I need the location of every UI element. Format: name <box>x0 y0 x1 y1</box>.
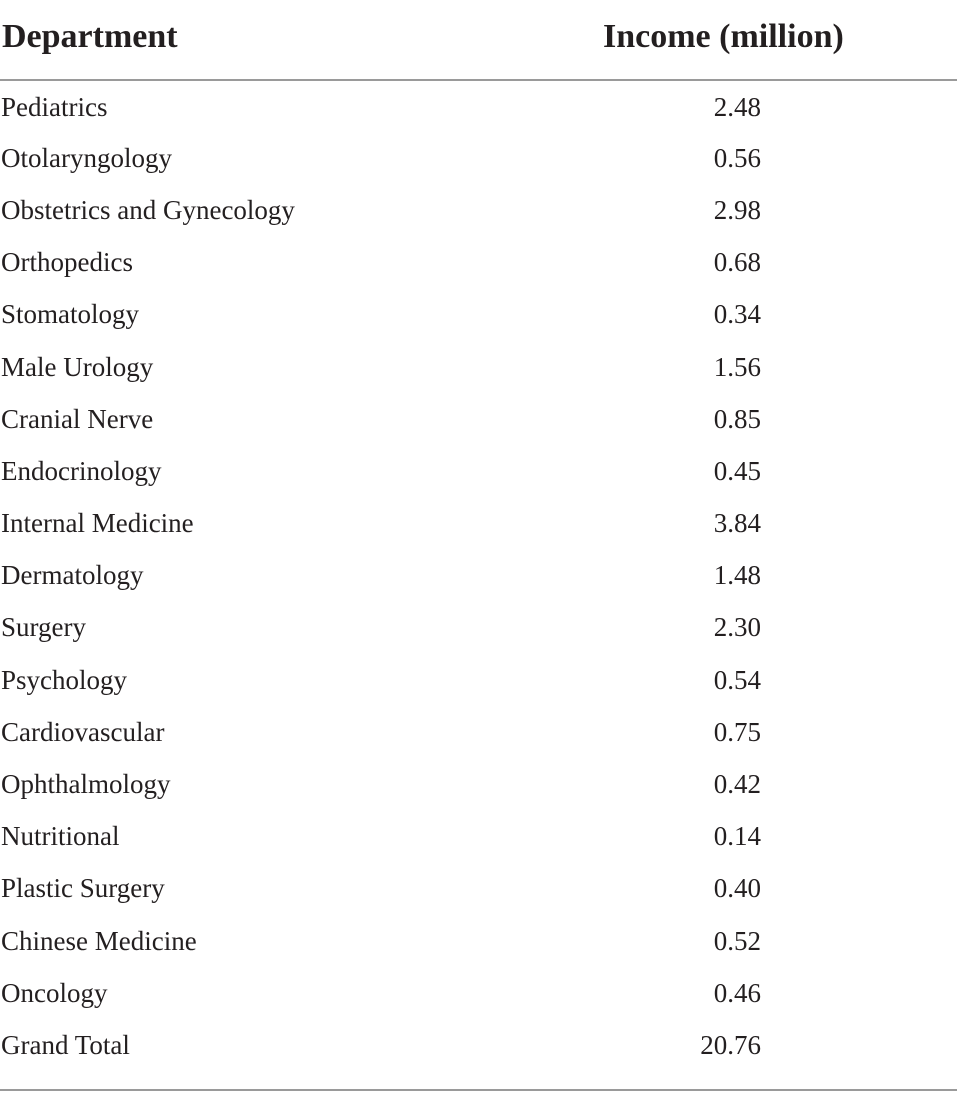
table-row <box>0 80 957 132</box>
department-cell: Cardiovascular <box>1 716 165 747</box>
income-cell: 0.75 <box>713 716 761 747</box>
income-cell: 2.48 <box>713 92 761 123</box>
income-cell: 0.42 <box>713 769 761 800</box>
table-row <box>0 393 957 445</box>
department-cell: Grand Total <box>1 1029 130 1060</box>
department-cell: Nutritional <box>1 821 120 852</box>
table-row <box>0 550 957 602</box>
table-row <box>0 706 957 758</box>
table-row <box>0 498 957 550</box>
income-cell: 0.45 <box>713 455 761 486</box>
department-cell: Psychology <box>1 664 128 695</box>
income-cell: 0.52 <box>713 925 761 956</box>
table-row <box>0 758 957 810</box>
header-row <box>0 0 957 80</box>
table-row <box>0 967 957 1019</box>
department-cell: Stomatology <box>1 299 140 330</box>
table-row <box>0 289 957 341</box>
income-cell: 0.56 <box>713 142 761 173</box>
department-cell: Pediatrics <box>1 92 108 123</box>
table-body <box>0 80 957 1072</box>
income-cell: 0.46 <box>713 977 761 1008</box>
income-cell: 3.84 <box>713 508 761 539</box>
table-row <box>0 1019 957 1071</box>
table-row <box>0 915 957 967</box>
income-cell: 0.54 <box>713 664 761 695</box>
table-row <box>0 863 957 915</box>
department-cell: Endocrinology <box>1 455 162 486</box>
department-cell: Male Urology <box>1 351 154 382</box>
department-cell: Obstetrics and Gynecology <box>1 194 295 225</box>
department-cell: Cranial Nerve <box>1 403 154 434</box>
department-column-header: Department <box>0 0 600 80</box>
table-row <box>0 602 957 654</box>
table-row <box>0 341 957 393</box>
department-cell: Dermatology <box>1 560 144 591</box>
department-cell: Orthopedics <box>1 247 133 278</box>
table-row <box>0 445 957 497</box>
table-row <box>0 132 957 184</box>
income-cell: 0.14 <box>713 821 761 852</box>
department-cell: Ophthalmology <box>1 769 171 800</box>
table-row <box>0 237 957 289</box>
income-cell: 2.98 <box>713 194 761 225</box>
income-cell: 20.76 <box>700 1029 761 1060</box>
department-cell: Chinese Medicine <box>1 925 197 956</box>
department-cell: Otolaryngology <box>1 142 172 173</box>
table-row <box>0 654 957 706</box>
table-row <box>0 811 957 863</box>
table-header <box>0 0 957 80</box>
table-row <box>0 184 957 236</box>
department-cell: Surgery <box>1 612 86 643</box>
income-column-header: Income (million) <box>600 0 957 80</box>
income-cell: 1.48 <box>713 560 761 591</box>
income-cell: 0.34 <box>713 299 761 330</box>
department-cell: Plastic Surgery <box>1 873 165 904</box>
department-cell: Oncology <box>1 977 108 1008</box>
income-cell: 0.85 <box>713 403 761 434</box>
table-bottom-rule <box>0 1089 957 1091</box>
income-cell: 2.30 <box>713 612 761 643</box>
income-cell: 0.68 <box>713 247 761 278</box>
income-cell: 0.40 <box>713 873 761 904</box>
department-cell: Internal Medicine <box>1 508 194 539</box>
income-cell: 1.56 <box>713 351 761 382</box>
